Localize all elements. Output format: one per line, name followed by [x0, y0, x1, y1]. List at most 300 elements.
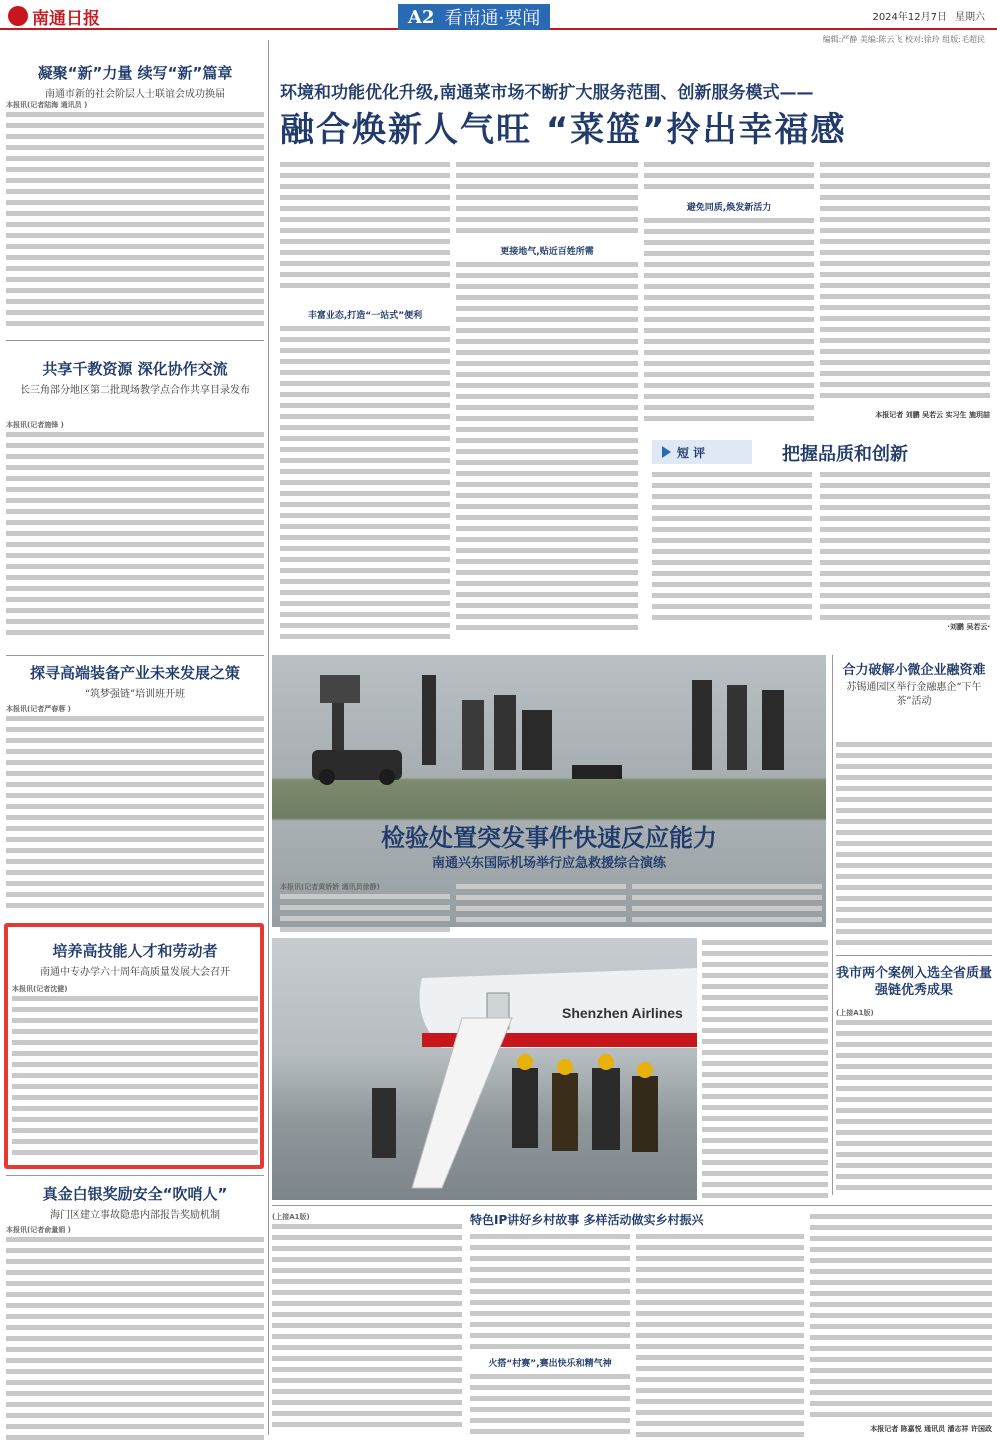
text-line [836, 764, 992, 769]
text-line [6, 156, 264, 161]
text-line [456, 405, 638, 410]
text-line [280, 403, 450, 408]
text-line [820, 294, 990, 299]
text-line [456, 217, 638, 222]
page-section: 看南通·要闻 [444, 8, 541, 29]
byline: 本报讯(记者严春蓉 ) [6, 705, 71, 713]
text-line [644, 284, 814, 289]
text-line [456, 592, 638, 597]
article-teaching-resources [6, 358, 264, 396]
text-line [6, 848, 264, 853]
text-line [820, 571, 990, 576]
editors-credit: 编辑:严静 美编:陈云飞 校对:徐玲 组版:毛超民 [822, 35, 985, 44]
text-line [12, 1073, 258, 1078]
text-line [652, 494, 812, 499]
text-line [6, 1248, 264, 1253]
text-line [702, 962, 828, 967]
text-line [810, 1313, 992, 1318]
byline: 本报讯(记者陆海 通讯员 ) [6, 101, 88, 109]
text-line [280, 239, 450, 244]
text-line [280, 502, 450, 507]
text-line [456, 471, 638, 476]
page-badge [398, 4, 550, 30]
text-line [644, 306, 814, 311]
text-line [456, 614, 638, 619]
text-line [652, 604, 812, 609]
text-line [820, 305, 990, 310]
text-line [836, 830, 992, 835]
text-line [836, 1119, 992, 1124]
text-line [456, 173, 638, 178]
text-line [6, 498, 264, 503]
text-line [636, 1377, 804, 1382]
text-line [6, 782, 264, 787]
emergency-body [702, 938, 828, 1200]
text-line [6, 826, 264, 831]
text-line [820, 604, 990, 609]
main-headline: 融合焕新人气旺 “菜篮”拎出幸福感 [280, 110, 847, 150]
text-line [836, 1020, 992, 1025]
text-line [644, 173, 814, 178]
text-line [6, 903, 264, 908]
text-line [820, 184, 990, 189]
text-line [820, 327, 990, 332]
text-line [644, 218, 814, 223]
text-line [280, 568, 450, 573]
text-line [280, 916, 450, 921]
main-body-col [280, 324, 450, 639]
logo-seal-icon [8, 6, 28, 26]
text-line [810, 1379, 992, 1384]
page-number: A2 [408, 6, 435, 28]
text-line [810, 1214, 992, 1219]
text-line [280, 370, 450, 375]
text-line [644, 405, 814, 410]
text-line [836, 1042, 992, 1047]
rural-body [636, 1232, 804, 1437]
text-line [636, 1311, 804, 1316]
text-line [456, 372, 638, 377]
article-new-social-stratum [6, 62, 264, 100]
text-line [272, 1257, 462, 1262]
text-line [820, 250, 990, 255]
text-line [6, 608, 264, 613]
text-line [6, 1380, 264, 1385]
text-line [272, 1224, 462, 1229]
text-line [644, 251, 814, 256]
text-line [470, 1333, 630, 1338]
text-line [6, 1347, 264, 1352]
text-line [470, 1396, 630, 1401]
text-line [836, 1075, 992, 1080]
text-line [636, 1234, 804, 1239]
article-skilled-talent [6, 940, 264, 978]
text-line [820, 316, 990, 321]
text-line [6, 443, 264, 448]
text-line [272, 1268, 462, 1273]
text-line [280, 458, 450, 463]
text-line [12, 1018, 258, 1023]
main-body-col [644, 160, 814, 195]
article-subtitle: 苏锡通园区举行金融惠企“下午茶”活动 [846, 682, 982, 707]
text-line [836, 819, 992, 824]
article-title: 合力破解小微企业融资难 [842, 663, 986, 678]
text-line [702, 1050, 828, 1055]
text-line [820, 272, 990, 277]
emergency-body [456, 882, 626, 932]
text-line [820, 516, 990, 521]
text-line [702, 1039, 828, 1044]
text-line [6, 1292, 264, 1297]
text-line [272, 1301, 462, 1306]
text-line [456, 504, 638, 509]
text-line [470, 1322, 630, 1327]
text-line [6, 244, 264, 249]
text-line [6, 1336, 264, 1341]
text-line [12, 996, 258, 1001]
text-line [470, 1300, 630, 1305]
text-line [280, 381, 450, 386]
text-line [836, 929, 992, 934]
emergency-title: 检验处置突发事件快速反应能力 [381, 824, 717, 852]
article-title: 我市两个案例入选全省质量强链优秀成果 [836, 966, 993, 998]
text-line [820, 162, 990, 167]
section-rule [6, 340, 264, 341]
page-date [872, 8, 985, 23]
text-line [836, 874, 992, 879]
text-line [702, 1138, 828, 1143]
main-body-col [644, 216, 814, 421]
text-line [836, 1086, 992, 1091]
text-line [470, 1245, 630, 1250]
text-line [810, 1247, 992, 1252]
text-line [280, 425, 450, 430]
text-line [644, 372, 814, 377]
text-line [636, 1289, 804, 1294]
text-line [652, 472, 812, 477]
text-line [6, 145, 264, 150]
article-body [836, 1008, 992, 1198]
text-line [820, 239, 990, 244]
text-line [702, 1182, 828, 1187]
text-line [702, 973, 828, 978]
byline: 本报讯(记者俞量娟 ) [6, 1226, 71, 1234]
text-line [280, 261, 450, 266]
text-line [702, 1149, 828, 1154]
rural-body [810, 1212, 992, 1420]
article-body [6, 704, 264, 914]
triangle-marker-icon [662, 446, 671, 458]
text-line [12, 1106, 258, 1111]
text-line [702, 1061, 828, 1066]
text-line [6, 211, 264, 216]
article-subtitle: 海门区建立事故隐患内部报告奖励机制 [50, 1210, 220, 1221]
text-line [6, 1358, 264, 1363]
text-line [836, 753, 992, 758]
article-body [12, 984, 258, 1162]
text-line [12, 1128, 258, 1133]
text-line [820, 560, 990, 565]
text-line [636, 1333, 804, 1338]
text-line [6, 112, 264, 117]
text-line [636, 1322, 804, 1327]
text-line [644, 317, 814, 322]
emergency-subtitle: 南通兴东国际机场举行应急救援综合演练 [431, 856, 666, 871]
text-line [820, 494, 990, 499]
text-line [6, 542, 264, 547]
text-line [272, 1367, 462, 1372]
text-line [272, 1246, 462, 1251]
text-line [644, 229, 814, 234]
text-line [280, 195, 450, 200]
article-subtitle: 南通中专办学六十周年高质量发展大会召开 [40, 967, 230, 978]
text-line [272, 1312, 462, 1317]
text-line [6, 178, 264, 183]
text-line [820, 283, 990, 288]
text-line [12, 1095, 258, 1100]
text-line [644, 394, 814, 399]
column-rule [832, 655, 833, 1195]
text-line [636, 1388, 804, 1393]
text-line [280, 480, 450, 485]
text-line [280, 392, 450, 397]
main-subhead: 丰富业态,打造“一站式”便利 [307, 311, 423, 321]
text-line [6, 266, 264, 271]
text-line [280, 524, 450, 529]
text-line [820, 360, 990, 365]
text-line [6, 509, 264, 514]
article-subtitle: 长三角部分地区第二批现场教学点合作共享目录发布 [20, 385, 250, 396]
text-line [836, 1174, 992, 1179]
text-line [836, 1053, 992, 1058]
text-line [820, 483, 990, 488]
text-line [280, 927, 450, 932]
byline: 本报讯(记者黄娇娇 通讯员徐静) [280, 883, 380, 891]
text-line [6, 738, 264, 743]
rural-body [470, 1372, 630, 1437]
text-line [456, 295, 638, 300]
text-line [820, 338, 990, 343]
text-line [6, 1391, 264, 1396]
text-line [820, 582, 990, 587]
text-line [280, 469, 450, 474]
text-line [810, 1368, 992, 1373]
text-line [636, 1256, 804, 1261]
date: 2024年12月7日 [872, 12, 947, 23]
text-line [652, 571, 812, 576]
text-line [632, 895, 822, 900]
byline: 本报讯(记者沈健) [12, 985, 68, 993]
text-line [644, 328, 814, 333]
text-line [836, 1141, 992, 1146]
article-subtitle: 南通市新的社会阶层人士联谊会成功换届 [45, 89, 225, 100]
text-line [6, 1259, 264, 1264]
text-line [702, 1083, 828, 1088]
text-line [636, 1399, 804, 1404]
text-line [456, 195, 638, 200]
text-line [456, 895, 626, 900]
text-line [636, 1355, 804, 1360]
text-line [280, 337, 450, 342]
text-line [652, 505, 812, 510]
text-line [836, 918, 992, 923]
text-line [456, 383, 638, 388]
text-line [456, 548, 638, 553]
logo-text: 南通日报 [32, 8, 100, 29]
text-line [280, 894, 450, 899]
main-reporters: 本报记者 刘鹏 吴若云 实习生 施玥喆 [875, 411, 990, 419]
text-line [702, 1193, 828, 1198]
text-line [456, 449, 638, 454]
text-line [702, 940, 828, 945]
text-line [470, 1344, 630, 1349]
text-line [810, 1225, 992, 1230]
text-line [6, 630, 264, 635]
text-line [836, 885, 992, 890]
article-body [836, 740, 992, 945]
text-line [6, 167, 264, 172]
text-line [6, 222, 264, 227]
text-line [456, 416, 638, 421]
text-line [810, 1357, 992, 1362]
text-line [470, 1267, 630, 1272]
text-line [280, 535, 450, 540]
byline: (上接A1版) [836, 1009, 874, 1017]
commentary-byline: ·刘鹏 吴若云· [947, 623, 990, 631]
text-line [6, 1237, 264, 1242]
text-line [632, 906, 822, 911]
text-line [6, 233, 264, 238]
text-line [652, 560, 812, 565]
text-line [12, 1040, 258, 1045]
rural-body [470, 1232, 630, 1350]
text-line [6, 1413, 264, 1418]
text-line [280, 359, 450, 364]
text-line [820, 217, 990, 222]
text-line [272, 1345, 462, 1350]
text-line [470, 1234, 630, 1239]
text-line [836, 863, 992, 868]
text-line [456, 273, 638, 278]
masthead [0, 0, 997, 30]
text-line [6, 487, 264, 492]
text-line [456, 482, 638, 487]
text-line [836, 1064, 992, 1069]
text-line [6, 476, 264, 481]
text-line [836, 1163, 992, 1168]
text-line [636, 1245, 804, 1250]
text-line [280, 634, 450, 639]
text-line [636, 1410, 804, 1415]
text-line [820, 593, 990, 598]
text-line [6, 1314, 264, 1319]
article-subtitle: “筑梦强链”培训班开班 [84, 689, 186, 700]
drill-photo-airplane [272, 938, 697, 1200]
text-line [644, 361, 814, 366]
text-line [456, 317, 638, 322]
text-line [6, 531, 264, 536]
text-line [820, 349, 990, 354]
text-line [456, 328, 638, 333]
article-body [6, 420, 264, 645]
text-line [810, 1335, 992, 1340]
emergency-body [632, 882, 822, 932]
main-kicker: 环境和功能优化升级,南通菜市场不断扩大服务范围、创新服务模式—— [280, 83, 814, 103]
text-line [456, 394, 638, 399]
text-line [6, 189, 264, 194]
text-line [6, 727, 264, 732]
text-line [836, 1097, 992, 1102]
text-line [6, 1369, 264, 1374]
text-line [456, 184, 638, 189]
text-line [836, 841, 992, 846]
article-sme-financing [836, 662, 992, 709]
text-line [702, 951, 828, 956]
article-body [6, 100, 264, 330]
text-line [280, 623, 450, 628]
text-line [644, 416, 814, 421]
section-rule [6, 655, 264, 656]
text-line [644, 162, 814, 167]
text-line [820, 615, 990, 620]
text-line [6, 432, 264, 437]
text-line [280, 326, 450, 331]
text-line [280, 414, 450, 419]
text-line [470, 1289, 630, 1294]
text-line [6, 200, 264, 205]
article-title: 共享千教资源 深化协作交流 [42, 360, 228, 378]
text-line [272, 1389, 462, 1394]
byline: 本报讯(记者施锋 ) [6, 421, 64, 429]
commentary-body [652, 470, 812, 630]
text-line [702, 1017, 828, 1022]
text-line [820, 195, 990, 200]
text-line [280, 228, 450, 233]
text-line [820, 393, 990, 398]
text-line [644, 184, 814, 189]
text-line [6, 1303, 264, 1308]
text-line [456, 570, 638, 575]
text-line [12, 1062, 258, 1067]
text-line [6, 1281, 264, 1286]
text-line [632, 917, 822, 922]
text-line [470, 1374, 630, 1379]
text-line [280, 513, 450, 518]
article-high-end-equipment [6, 662, 264, 700]
text-line [6, 1270, 264, 1275]
text-line [6, 299, 264, 304]
text-line [644, 273, 814, 278]
text-line [470, 1385, 630, 1390]
article-whistleblower [6, 1183, 264, 1221]
text-line [456, 603, 638, 608]
text-line [6, 321, 264, 326]
text-line [632, 884, 822, 889]
main-body-col [280, 160, 450, 295]
main-body-col [456, 260, 638, 640]
text-line [12, 1117, 258, 1122]
text-line [6, 870, 264, 875]
text-line [6, 123, 264, 128]
commentary-tag [652, 440, 752, 464]
text-line [810, 1258, 992, 1263]
text-line [272, 1378, 462, 1383]
text-line [272, 1411, 462, 1416]
text-line [702, 1105, 828, 1110]
text-line [810, 1280, 992, 1285]
text-line [836, 1108, 992, 1113]
text-line [820, 527, 990, 532]
